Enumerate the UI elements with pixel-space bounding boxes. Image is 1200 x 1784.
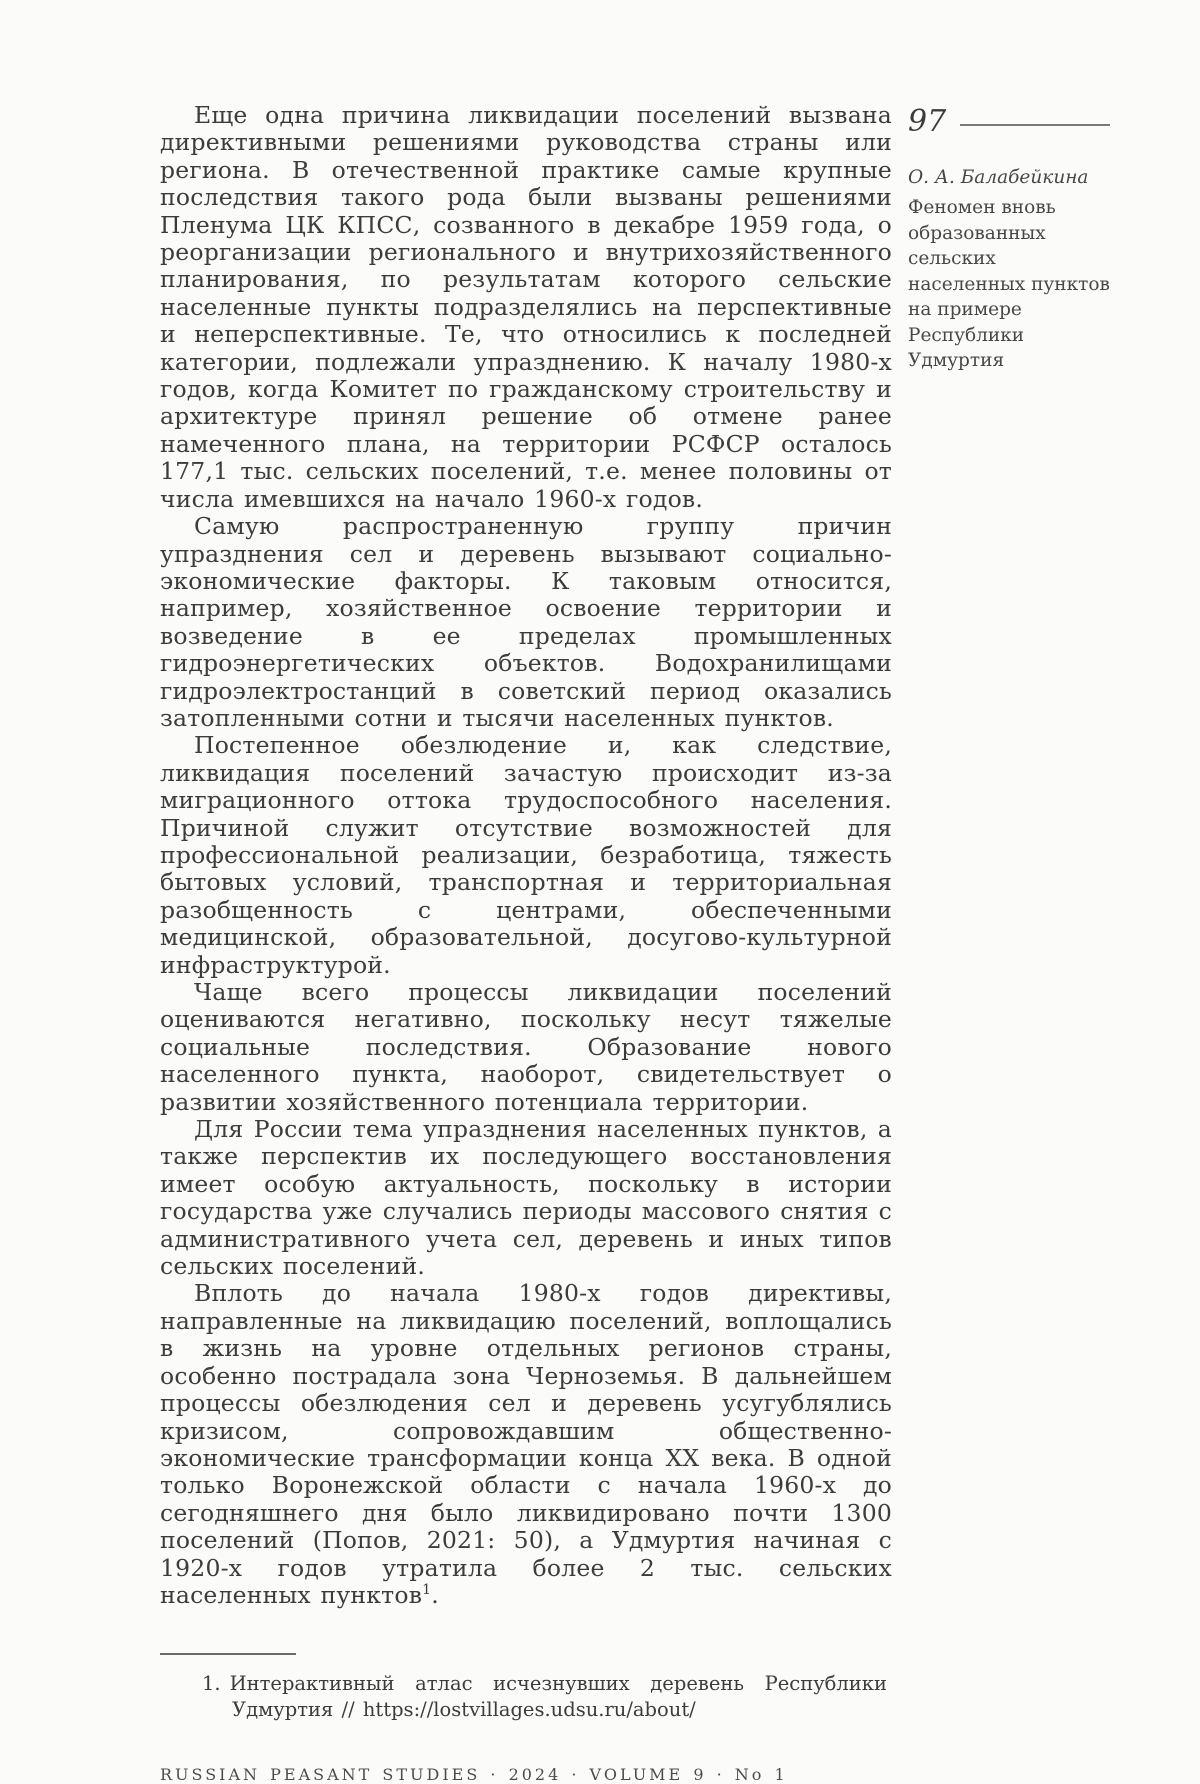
paragraph: Еще одна причина ликвидации поселений вызвана директивными решениями руководства страны или региона. В отечественной практике самые крупные последствия такого рода были вызваны решениями Пленума ЦК КПСС, созванного в декабре 1959 года, о реорганизации регионального и внутрихозяйственного планирования, по результатам которого сельские населенные пункты подразделялись на перспективные и неперспективные. Те, что относились к последней категории, подлежали упразднению. К началу 1980-х годов, когда Комитет по гражданскому строительству и архитектуре принял решение об отмене ранее намеченного плана, на территории РСФСР осталось 177,1 тыс. сельских поселений, т.е. менее половины от числа имевшихся на начало 1960-х годов.: [160, 101, 892, 513]
page-number-rule: [960, 124, 1110, 126]
footnote-marker: 1.: [202, 1672, 221, 1696]
page-number-row: [908, 104, 1110, 139]
margin-column: [908, 102, 1110, 374]
article-body: [160, 102, 892, 1784]
journal-footer: RUSSIAN PEASANT STUDIES · 2024 · VOLUME 9 · No 1: [160, 1765, 788, 1784]
page-content: [160, 101, 1110, 1784]
paragraph: [160, 1280, 892, 1609]
paragraph: Самую распространенную группу причин упразднения сел и деревень вызывают социально-экономические факторы. К таковым относится, например, хозяйственное освоение территории и возведение в ее пределах промышленных гидроэнергетических объектов. Водохранилищами гидроэлектростанций в советский период оказались затопленными сотни и тысячи населенных пунктов.: [160, 512, 892, 732]
footnote-text: Интерактивный атлас исчезнувших деревень Республики Удмуртия // https://lostvillages.udsu.ru/about/: [229, 1672, 887, 1722]
page-number: 97: [908, 104, 947, 139]
paragraph-text-end: .: [431, 1580, 439, 1609]
paragraph: Чаще всего процессы ликвидации поселений оцениваются негативно, поскольку несут тяжелые социальные последствия. Образование нового населенного пункта, наоборот, свидетельствует о развитии хозяйственного потенциала территории.: [160, 978, 892, 1116]
footnote-reference: 1: [422, 1582, 432, 1599]
paragraph-text: Вплоть до начала 1980-х годов директивы, направленные на ликвидацию поселений, воплощались в жизнь на уровне отдельных регионов страны, особенно пострадала зона Черноземья. В дальнейшем процессы обезлюдения сел и деревень усугублялись кризисом, сопровождавшим общественно-экономические трансформации конца XX века. В одной только Воронежской области с начала 1960-х до сегодняшнего дня было ликвидировано почти 1300 поселений (Попов, 2021: 50), а Удмуртия начиная с 1920-х годов утратила более 2 тыс. сельских населенных пунктов: [160, 1279, 892, 1609]
margin-author: О. А. Балабейкина: [908, 167, 1089, 188]
footnote-divider: [160, 1653, 296, 1655]
paragraph: Постепенное обезлюдение и, как следствие, ликвидация поселений зачастую происходит из-за миграционного оттока трудоспособного населения. Причиной служит отсутствие возможностей для профессиональной реализации, безработица, тяжесть бытовых условий, транспортная и территориальная разобщенность с центрами, обеспеченными медицинской, образовательной, досугово-культурной инфраструктурой.: [160, 731, 892, 979]
paragraph: Для России тема упразднения населенных пунктов, а также перспектив их последующего восстановления имеет особую актуальность, поскольку в истории государства уже случались периоды массового снятия с административного учета сел, деревень и иных типов сельских поселений.: [160, 1115, 892, 1281]
margin-note: Феномен вновь образованных сельских населенных пунктов на примере Республики Удмуртия: [908, 197, 1110, 371]
footnote: [202, 1671, 887, 1723]
